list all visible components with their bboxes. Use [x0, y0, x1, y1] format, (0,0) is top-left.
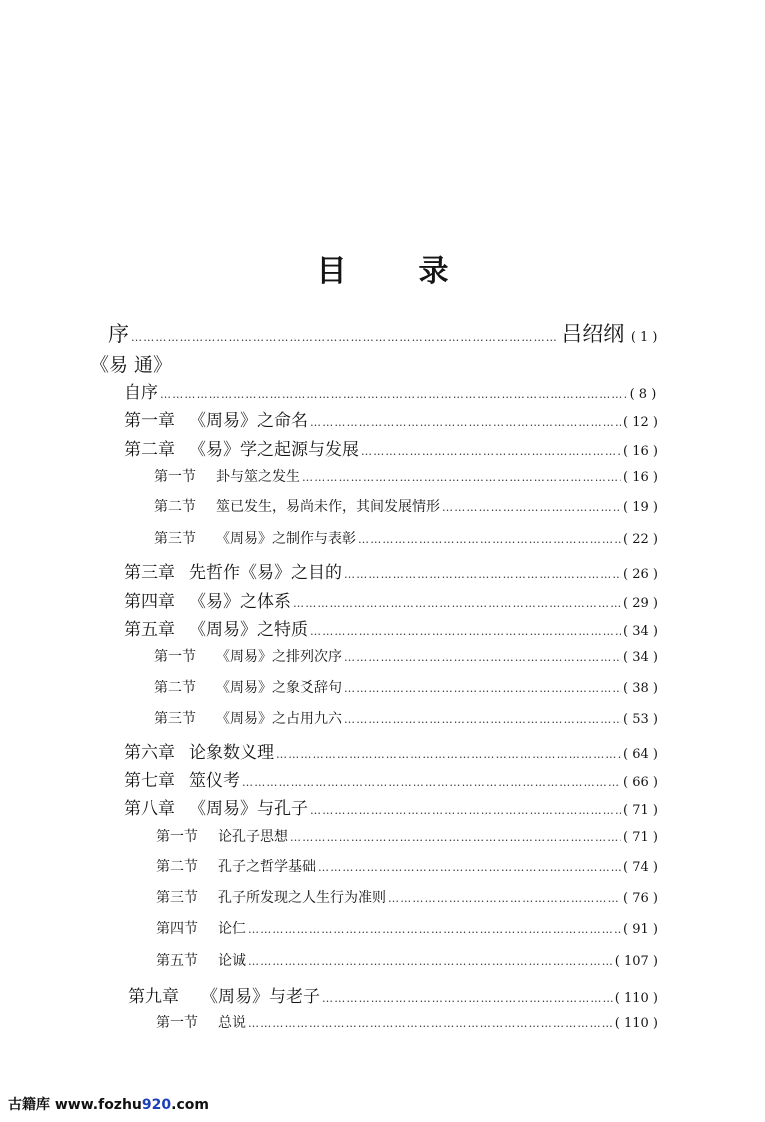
toc-chapter-number: 第二章 — [124, 440, 175, 460]
watermark-url-prefix: www.fozhu — [54, 1097, 142, 1113]
toc-section-title: 《周易》之象爻辞句 — [216, 680, 342, 696]
toc-leader-dots — [290, 831, 621, 844]
toc-section-number: 第三节 — [154, 711, 196, 727]
toc-chapter-number: 第八章 — [124, 799, 175, 819]
toc-book-heading — [90, 350, 172, 376]
toc-entry-ch9-section-1[interactable] — [156, 1012, 658, 1038]
toc-entry-chapter-7[interactable] — [124, 766, 658, 792]
toc-leader-dots — [358, 533, 621, 546]
toc-author: 吕绍纲 — [561, 322, 625, 346]
toc-page-number: ( 66 ) — [623, 775, 658, 790]
toc-entry-preface[interactable] — [108, 318, 658, 344]
toc-leader-dots — [361, 445, 621, 458]
toc-chapter-title: 《易》学之起源与发展 — [189, 440, 359, 460]
toc-section-number: 第三节 — [156, 890, 198, 906]
toc-page-number: ( 91 ) — [623, 922, 658, 937]
toc-chapter-title: 《易》之体系 — [189, 592, 291, 612]
toc-entry-author-preface[interactable] — [124, 378, 658, 404]
toc-section-title: 总说 — [218, 1015, 246, 1031]
toc-entry-ch5-section-2[interactable] — [154, 677, 658, 703]
toc-page-number: ( 110 ) — [614, 991, 658, 1006]
toc-section-number: 第一节 — [156, 829, 198, 845]
toc-leader-dots — [310, 625, 621, 638]
toc-page-number: ( 22 ) — [623, 532, 658, 547]
toc-chapter-title: 《周易》之命名 — [189, 411, 308, 431]
toc-entry-chapter-6[interactable] — [124, 738, 658, 764]
toc-leader-dots — [310, 416, 621, 429]
toc-page-number: ( 74 ) — [623, 860, 658, 875]
toc-section-number: 第二节 — [154, 499, 196, 515]
toc-entry-ch2-section-2[interactable] — [154, 496, 658, 522]
toc-chapter-number: 第三章 — [124, 563, 175, 583]
toc-entry-chapter-1[interactable] — [124, 406, 658, 432]
toc-section-title: 卦与筮之发生 — [216, 469, 300, 485]
toc-section-number: 第一节 — [154, 649, 196, 665]
toc-page-number: ( 16 ) — [623, 470, 658, 485]
toc-entry-chapter-5[interactable] — [124, 615, 658, 641]
toc-section-title: 《周易》之排列次序 — [216, 649, 342, 665]
page-title-char-2: 录 — [418, 254, 449, 289]
toc-label: 自序 — [124, 383, 158, 403]
toc-page-number: ( 34 ) — [623, 624, 658, 639]
toc-section-number: 第一节 — [154, 469, 196, 485]
toc-page-number: ( 71 ) — [623, 803, 658, 818]
toc-chapter-number: 第九章 — [128, 987, 179, 1007]
toc-entry-chapter-8[interactable] — [124, 794, 658, 820]
toc-section-title: 筮已发生，易尚未作，其间发展情形 — [216, 499, 440, 515]
toc-section-title: 孔子之哲学基础 — [218, 859, 316, 875]
toc-section-title: 《周易》之制作与表彰 — [216, 531, 356, 547]
site-watermark — [8, 1094, 209, 1114]
toc-page-number: ( 26 ) — [623, 567, 658, 582]
toc-section-number: 第五节 — [156, 953, 198, 969]
toc-page-number: ( 53 ) — [623, 712, 658, 727]
watermark-url-suffix: .com — [171, 1097, 209, 1113]
toc-entry-ch8-section-1[interactable] — [156, 826, 658, 852]
toc-leader-dots — [344, 568, 621, 581]
toc-chapter-title: 论象数义理 — [189, 743, 274, 763]
toc-leader-dots — [276, 748, 621, 761]
toc-section-number: 第四节 — [156, 921, 198, 937]
toc-leader-dots — [318, 861, 621, 874]
toc-leader-dots — [344, 682, 621, 695]
toc-entry-ch2-section-1[interactable] — [154, 466, 658, 492]
toc-chapter-number: 第一章 — [124, 411, 175, 431]
toc-entry-chapter-2[interactable] — [124, 435, 658, 461]
toc-entry-ch8-section-3[interactable] — [156, 887, 658, 913]
watermark-site-name: 古籍库 — [8, 1097, 50, 1113]
toc-entry-chapter-4[interactable] — [124, 587, 658, 613]
toc-leader-dots — [442, 501, 621, 514]
toc-page-number: ( 29 ) — [623, 596, 658, 611]
page-title-char-1: 目 — [316, 254, 347, 289]
toc-leader-dots — [160, 388, 626, 401]
toc-leader-dots — [131, 331, 559, 344]
page-title — [0, 246, 765, 290]
toc-section-number: 第二节 — [154, 680, 196, 696]
toc-page-number: ( 64 ) — [623, 747, 658, 762]
toc-label: 序 — [108, 322, 129, 346]
toc-leader-dots — [248, 923, 621, 936]
toc-leader-dots — [344, 713, 621, 726]
toc-leader-dots — [310, 804, 621, 817]
watermark-url-brand: 920 — [141, 1097, 172, 1113]
toc-leader-dots — [322, 992, 613, 1005]
toc-leader-dots — [248, 1017, 613, 1030]
toc-entry-ch5-section-3[interactable] — [154, 708, 658, 734]
toc-page-number: ( 12 ) — [623, 415, 658, 430]
toc-entry-ch5-section-1[interactable] — [154, 646, 658, 672]
toc-page-number: ( 19 ) — [623, 500, 658, 515]
toc-section-number: 第三节 — [154, 531, 196, 547]
toc-page-number: ( 110 ) — [614, 1016, 658, 1031]
toc-page-number: ( 16 ) — [623, 444, 658, 459]
toc-entry-ch8-section-4[interactable] — [156, 918, 658, 944]
toc-chapter-number: 第七章 — [124, 771, 175, 791]
toc-leader-dots — [248, 955, 613, 968]
toc-leader-dots — [344, 651, 621, 664]
toc-section-title: 孔子所发现之人生行为准则 — [218, 890, 386, 906]
toc-section-number: 第二节 — [156, 859, 198, 875]
toc-entry-ch8-section-2[interactable] — [156, 856, 658, 882]
toc-entry-chapter-3[interactable] — [124, 558, 658, 584]
toc-entry-chapter-9[interactable] — [128, 982, 658, 1008]
toc-chapter-title: 《周易》与孔子 — [189, 799, 308, 819]
toc-page-number: ( 71 ) — [623, 830, 658, 845]
toc-section-title: 论仁 — [218, 921, 246, 937]
toc-page-number: ( 8 ) — [629, 387, 657, 402]
toc-section-number: 第一节 — [156, 1015, 198, 1031]
toc-label: 《易 通》 — [90, 354, 173, 376]
toc-entry-ch2-section-3[interactable] — [154, 528, 658, 554]
toc-leader-dots — [242, 776, 621, 789]
toc-leader-dots — [302, 471, 621, 484]
toc-section-title: 《周易》之占用九六 — [216, 711, 342, 727]
toc-chapter-title: 《周易》与老子 — [201, 987, 320, 1007]
toc-page-number: ( 1 ) — [630, 330, 658, 345]
toc-leader-dots — [293, 597, 621, 610]
toc-section-title: 论孔子思想 — [218, 829, 288, 845]
toc-page-number: ( 38 ) — [623, 681, 658, 696]
toc-page-number: ( 34 ) — [623, 650, 658, 665]
toc-page-number: ( 76 ) — [623, 891, 658, 906]
toc-chapter-title: 《周易》之特质 — [189, 620, 308, 640]
toc-section-title: 论诚 — [218, 953, 246, 969]
toc-page-number: ( 107 ) — [614, 954, 658, 969]
toc-chapter-number: 第六章 — [124, 743, 175, 763]
toc-entry-ch8-section-5[interactable] — [156, 950, 658, 976]
toc-chapter-title: 筮仪考 — [189, 771, 240, 791]
toc-chapter-number: 第五章 — [124, 620, 175, 640]
toc-chapter-number: 第四章 — [124, 592, 175, 612]
toc-leader-dots — [388, 892, 621, 905]
toc-chapter-title: 先哲作《易》之目的 — [189, 563, 342, 583]
